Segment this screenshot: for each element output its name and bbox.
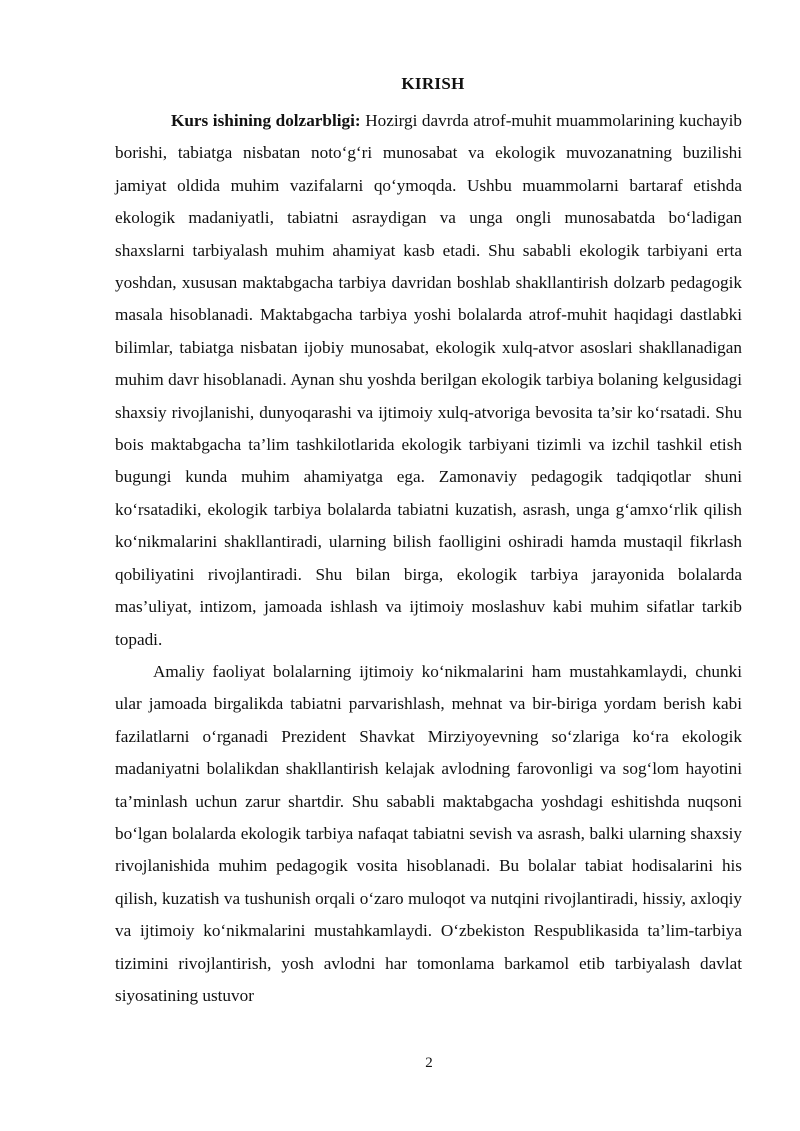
paragraph-text: Amaliy faoliyat bolalarning ijtimoiy ko‘nikmalarini ham mustahkamlaydi, chunki ular jamoada birgalikda tabiatni parvarishlash, mehnat va bir-biriga yordam berish kabi fazilatlarni o‘rganadi Prezident Shavkat Mirziyoyevning so‘zlariga ko‘ra ekologik madaniyatni bolalikdan shakllantirish kelajak avlodning farovonligi va sog‘lom hayotini ta’minlash uchun zarur shartdir. Shu sababli maktabgacha yoshdagi eshitishda nuqsoni bo‘lgan bolalarda ekologik tarbiya nafaqat tabiatni sevish va asrash, balki ularning shaxsiy rivojlanishida muhim pedagogik vosita hisoblanadi. Bu bolalar tabiat hodisalarini his qilish, kuzatish va tushunish orqali o‘zaro muloqot va nutqini rivojlantiradi, hissiy, axloqiy va ijtimoiy ko‘nikmalarini mustahkamlaydi. O‘zbekiston Respublikasida ta’lim-tarbiya tizimini rivojlantirish, yosh avlodni har tomonlama barkamol etib tarbiyalash davlat siyosatining ustuvor [115, 661, 742, 1005]
paragraph-lead: Kurs ishining dolzarbligi: [171, 111, 361, 130]
paragraph-practical-activity [115, 656, 742, 1012]
paragraph-relevance [115, 105, 742, 656]
section-title: KIRISH [401, 74, 465, 93]
page-number: 2 [425, 1055, 433, 1071]
document-body [115, 105, 742, 1012]
paragraph-text: Hozirgi davrda atrof-muhit muammolarining kuchayib borishi, tabiatga nisbatan noto‘g‘ri munosabat va ekologik muvozanatning buzilishi jamiyat oldida muhim vazifalarni qo‘ymoqda. Ushbu muammolarni bartaraf etishda ekologik madaniyatli, tabiatni asraydigan va unga ongli munosabatda bo‘ladigan shaxslarni tarbiyalash muhim ahamiyat kasb etadi. Shu sababli ekologik tarbiyani erta yoshdan, xususan maktabgacha tarbiya davridan boshlab shakllantirish dolzarb pedagogik masala hisoblanadi. Maktabgacha tarbiya yoshi bolalarda atrof-muhit haqidagi dastlabki bilimlar, tabiatga nisbatan ijobiy munosabat, ekologik xulq-atvor asoslari shakllanadigan muhim davr hisoblanadi. Aynan shu yoshda berilgan ekologik tarbiya bolaning kelgusidagi shaxsiy rivojlanishi, dunyoqarashi va ijtimoiy xulq-atvoriga bevosita ta’sir ko‘rsatadi. Shu bois maktabgacha ta’lim tashkilotlarida ekologik tarbiyani tizimli va izchil tashkil etish bugungi kunda muhim ahamiyatga ega. Zamonaviy pedagogik tadqiqotlar shuni ko‘rsatadiki, ekologik tarbiya bolalarda tabiatni kuzatish, asrash, unga g‘amxo‘rlik qilish ko‘nikmalarini shakllantiradi, ularning bilish faolligini oshiradi hamda mustaqil fikrlash qobiliyatini rivojlantiradi. Shu bilan birga, ekologik tarbiya jarayonida bolalarda mas’uliyat, intizom, jamoada ishlash va ijtimoiy moslashuv kabi muhim sifatlar tarkib topadi. [115, 111, 743, 649]
